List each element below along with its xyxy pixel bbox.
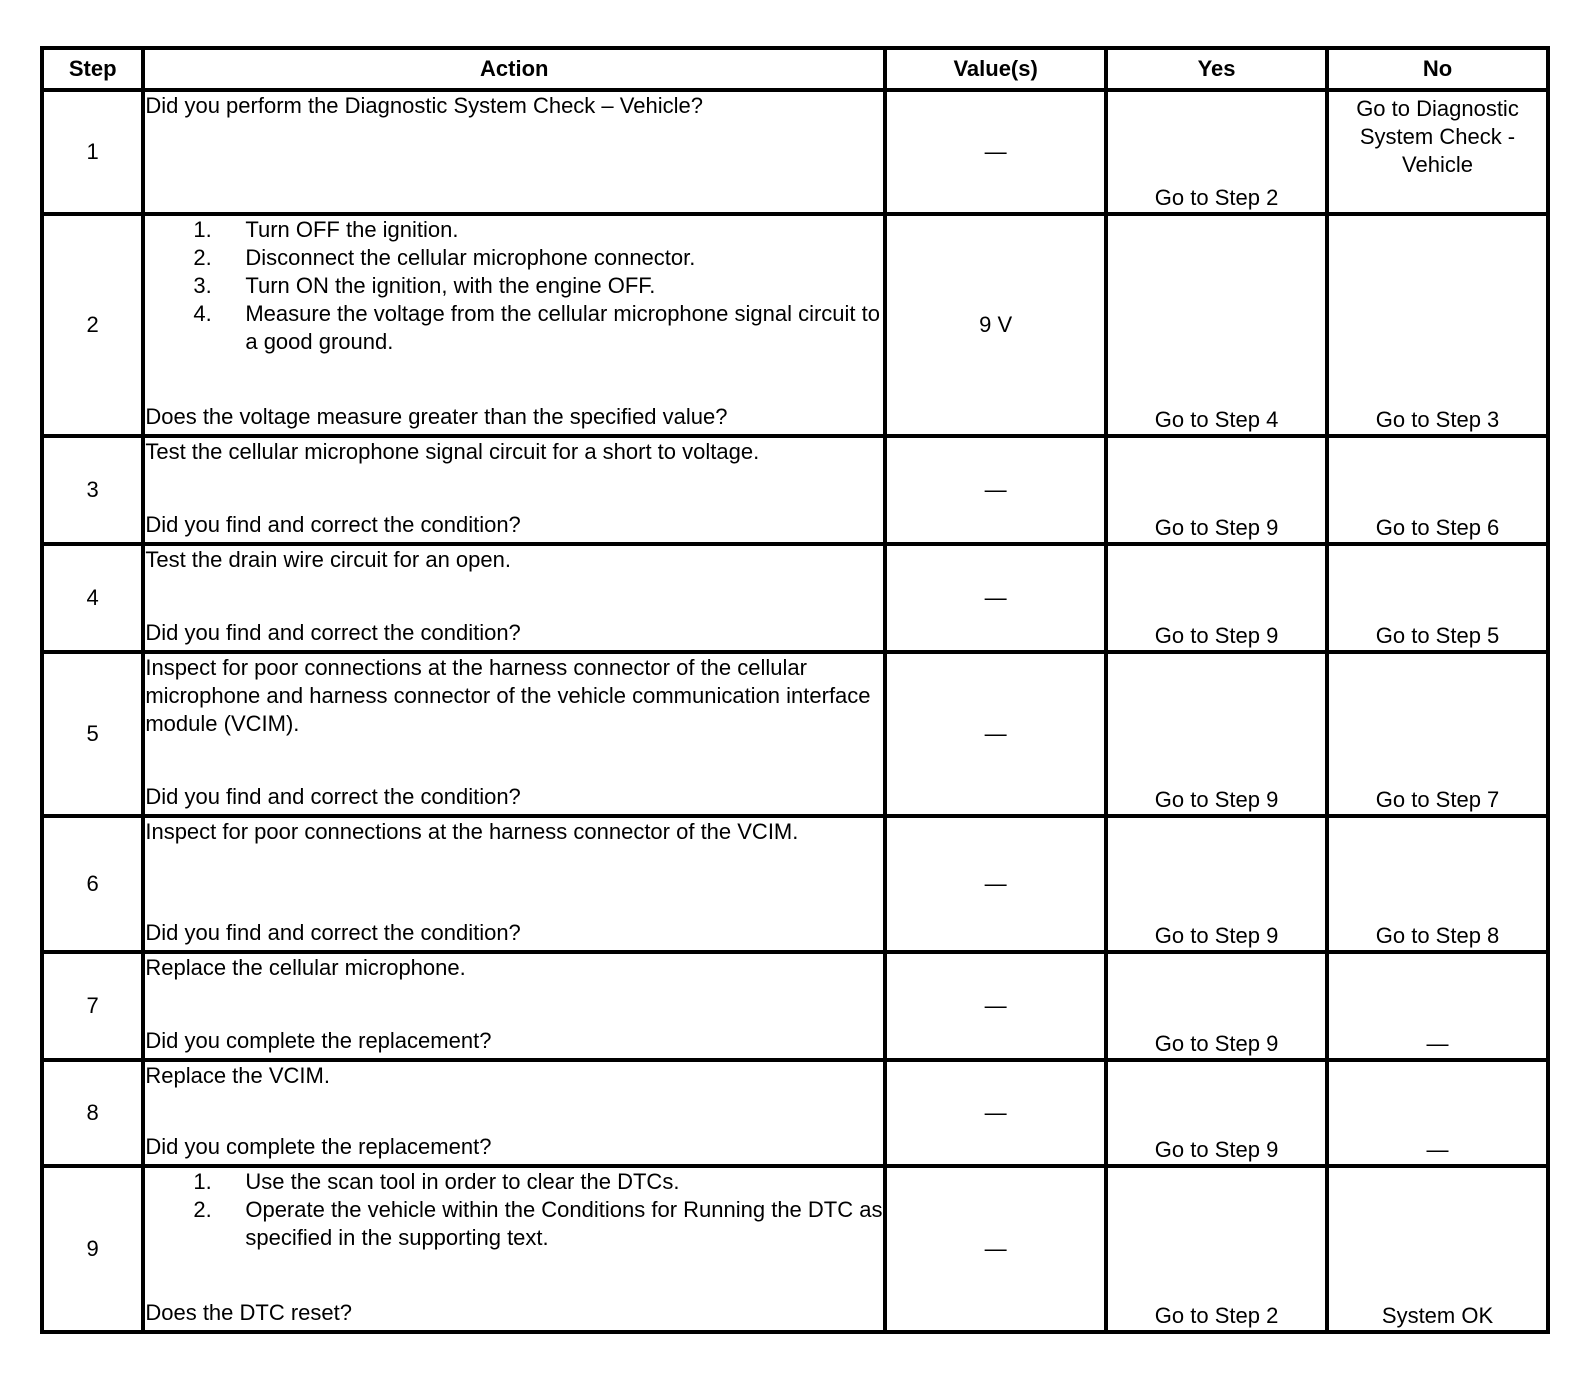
action-text: Inspect for poor connections at the harness connector of the cellular microphone and harness connector of the vehicle communication interface module (VCIM). [145, 655, 871, 736]
step-number: 6 [42, 816, 143, 952]
action-text: Did you perform the Diagnostic System Check – Vehicle? [145, 93, 703, 118]
value-cell: — [885, 436, 1106, 544]
instruction-list [145, 216, 883, 356]
action-question: Did you find and correct the condition? [145, 512, 521, 537]
value-cell: — [885, 652, 1106, 816]
table-row [42, 436, 1548, 544]
action-question: Does the DTC reset? [145, 1300, 352, 1325]
value-cell: — [885, 816, 1106, 952]
action-question: Did you find and correct the condition? [145, 920, 521, 945]
instruction-item: 1. Use the scan tool in order to clear the DTCs. [193, 1169, 680, 1194]
step-number: 4 [42, 544, 143, 652]
value-cell: 9 V [885, 214, 1106, 436]
action-question: Does the voltage measure greater than the specified value? [145, 404, 728, 429]
yes-cell: Go to Step 9 [1106, 952, 1327, 1060]
table-row [42, 214, 1548, 436]
action-cell [143, 90, 885, 214]
no-cell: Go to Step 7 [1327, 652, 1548, 816]
step-number: 3 [42, 436, 143, 544]
action-cell [143, 214, 885, 436]
instruction-item: 2. Disconnect the cellular microphone connector. [193, 245, 696, 270]
instruction-item: 3. Turn ON the ignition, with the engine OFF. [193, 273, 656, 298]
value-cell: — [885, 90, 1106, 214]
header-row [42, 48, 1548, 90]
yes-cell: Go to Step 9 [1106, 816, 1327, 952]
action-cell [143, 816, 885, 952]
instruction-item: 4. Measure the voltage from the cellular microphone signal circuit to a good ground. [193, 301, 880, 354]
value-cell: — [885, 1060, 1106, 1166]
table-row [42, 652, 1548, 816]
action-question: Did you find and correct the condition? [145, 620, 521, 645]
table-row [42, 544, 1548, 652]
header-step: Step [42, 48, 143, 90]
table-row [42, 90, 1548, 214]
action-text: Test the cellular microphone signal circuit for a short to voltage. [145, 439, 760, 464]
action-cell [143, 952, 885, 1060]
no-cell: Go to Step 3 [1327, 214, 1548, 436]
no-cell: Go to Step 5 [1327, 544, 1548, 652]
action-cell [143, 1060, 885, 1166]
no-cell: Go to Diagnostic System Check - Vehicle [1327, 90, 1548, 214]
header-action: Action [143, 48, 885, 90]
yes-cell: Go to Step 4 [1106, 214, 1327, 436]
action-cell [143, 436, 885, 544]
instruction-item: 1. Turn OFF the ignition. [193, 217, 459, 242]
instruction-item: 2. Operate the vehicle within the Conditions for Running the DTC as specified in the supporting text. [193, 1197, 883, 1250]
table-row [42, 1166, 1548, 1332]
action-question: Did you find and correct the condition? [145, 784, 521, 809]
no-cell: Go to Step 8 [1327, 816, 1548, 952]
value-cell: — [885, 952, 1106, 1060]
action-text: Replace the cellular microphone. [145, 955, 466, 980]
action-text: Inspect for poor connections at the harness connector of the VCIM. [145, 819, 799, 844]
step-number: 1 [42, 90, 143, 214]
no-cell: Go to Step 6 [1327, 436, 1548, 544]
action-text: Replace the VCIM. [145, 1063, 330, 1088]
value-cell: — [885, 544, 1106, 652]
action-question: Did you complete the replacement? [145, 1028, 492, 1053]
table-row [42, 816, 1548, 952]
value-cell: — [885, 1166, 1106, 1332]
yes-cell: Go to Step 9 [1106, 436, 1327, 544]
action-text: Test the drain wire circuit for an open. [145, 547, 511, 572]
header-values: Value(s) [885, 48, 1106, 90]
no-cell: — [1327, 1060, 1548, 1166]
header-yes: Yes [1106, 48, 1327, 90]
yes-cell: Go to Step 9 [1106, 544, 1327, 652]
step-number: 8 [42, 1060, 143, 1166]
yes-cell: Go to Step 2 [1106, 90, 1327, 214]
action-cell [143, 544, 885, 652]
yes-cell: Go to Step 2 [1106, 1166, 1327, 1332]
action-question: Did you complete the replacement? [145, 1134, 492, 1159]
step-number: 7 [42, 952, 143, 1060]
instruction-list [145, 1168, 883, 1252]
no-cell: System OK [1327, 1166, 1548, 1332]
yes-cell: Go to Step 9 [1106, 1060, 1327, 1166]
diagnostic-table [40, 46, 1550, 1334]
no-cell: — [1327, 952, 1548, 1060]
yes-cell: Go to Step 9 [1106, 652, 1327, 816]
action-cell [143, 1166, 885, 1332]
action-cell [143, 652, 885, 816]
table-row [42, 1060, 1548, 1166]
step-number: 9 [42, 1166, 143, 1332]
step-number: 5 [42, 652, 143, 816]
table-row [42, 952, 1548, 1060]
header-no: No [1327, 48, 1548, 90]
step-number: 2 [42, 214, 143, 436]
